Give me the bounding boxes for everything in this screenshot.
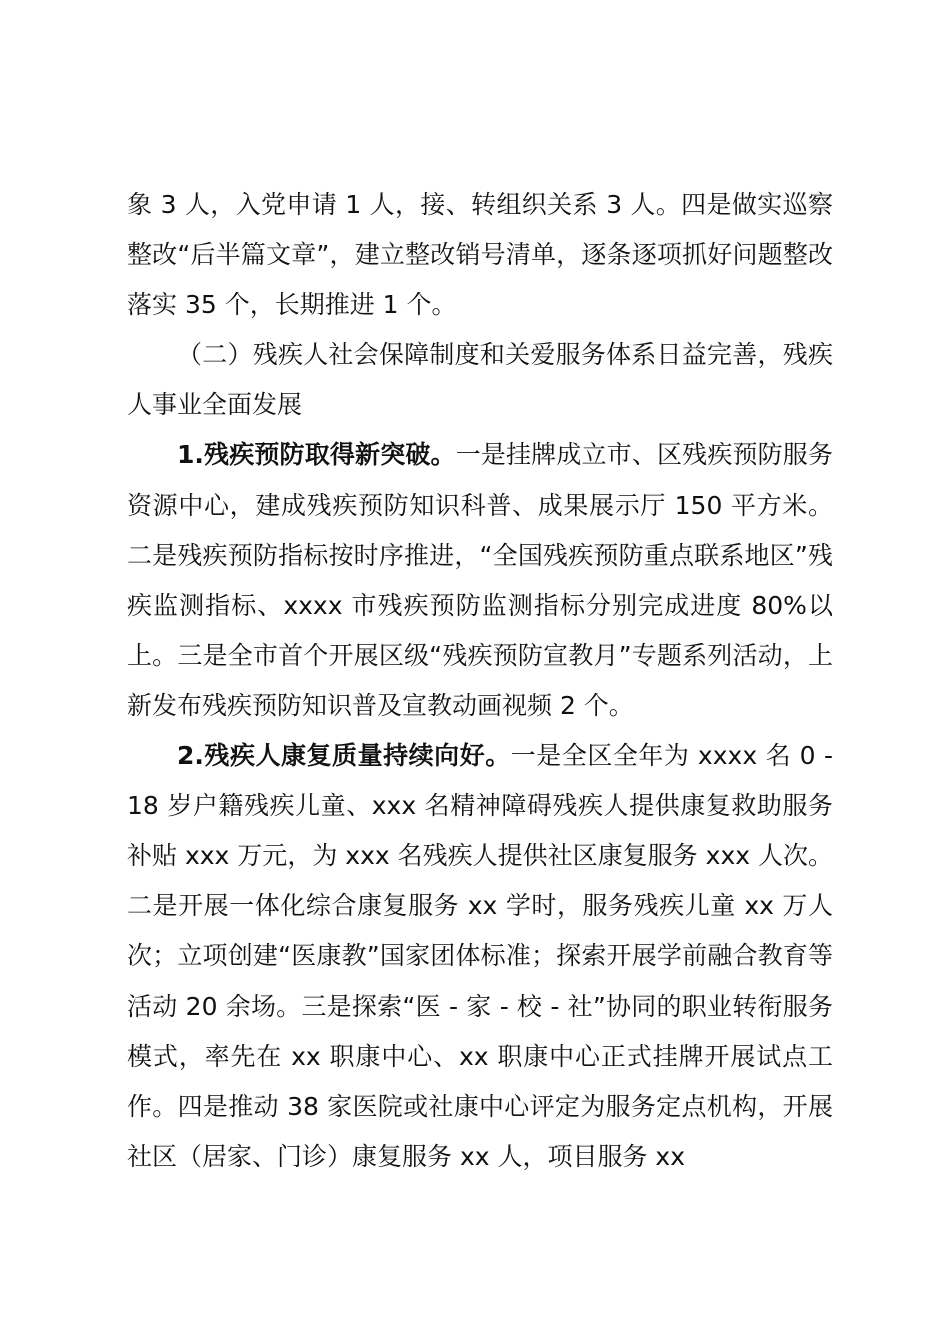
paragraph-text: 一是挂牌成立市、区残疾预防服务资源中心，建成残疾预防知识科普、成果展示厅 150 平方米。二是残疾预防指标按时序推进，“全国残疾预防重点联系地区”残疾监测指标、xxxx 市残疾预防监测指标分别完成进度 80%以上。三是全市首个开展区级“残疾预防宣教月”专题系列活动，上新发布残疾预防知识普及宣教动画视频 2 个。 — [127, 440, 833, 720]
document-body — [127, 180, 833, 1182]
paragraph-continuation — [127, 180, 833, 330]
paragraph-lead: 1.残疾预防取得新突破。 — [177, 440, 456, 470]
paragraph-rehabilitation — [127, 731, 833, 1182]
paragraph-disability-prevention — [127, 430, 833, 731]
paragraph-lead: 2.残疾人康复质量持续向好。 — [177, 741, 511, 771]
section-heading-text: （二）残疾人社会保障制度和关爱服务体系日益完善，残疾人事业全面发展 — [127, 340, 833, 420]
paragraph-text: 一是全区全年为 xxxx 名 0 - 18 岁户籍残疾儿童、xxx 名精神障碍残疾人提供康复救助服务补贴 xxx 万元，为 xxx 名残疾人提供社区康复服务 xxx 人次。二是开展一体化综合康复服务 xx 学时，服务残疾儿童 xx 万人次；立项创建“医康教”国家团体标准；探索开展学前融合教育等活动 20 余场。三是探索“医 - 家 - 校 - 社”协同的职业转衔服务模式，率先在 xx 职康中心、xx 职康中心正式挂牌开展试点工作。四是推动 38 家医院或社康中心评定为服务定点机构，开展社区（居家、门诊）康复服务 xx 人，项目服务 xx — [127, 741, 833, 1171]
section-heading — [127, 330, 833, 430]
paragraph-text: 象 3 人，入党申请 1 人，接、转组织关系 3 人。四是做实巡察整改“后半篇文章”，建立整改销号清单，逐条逐项抓好问题整改落实 35 个，长期推进 1 个。 — [127, 190, 833, 320]
